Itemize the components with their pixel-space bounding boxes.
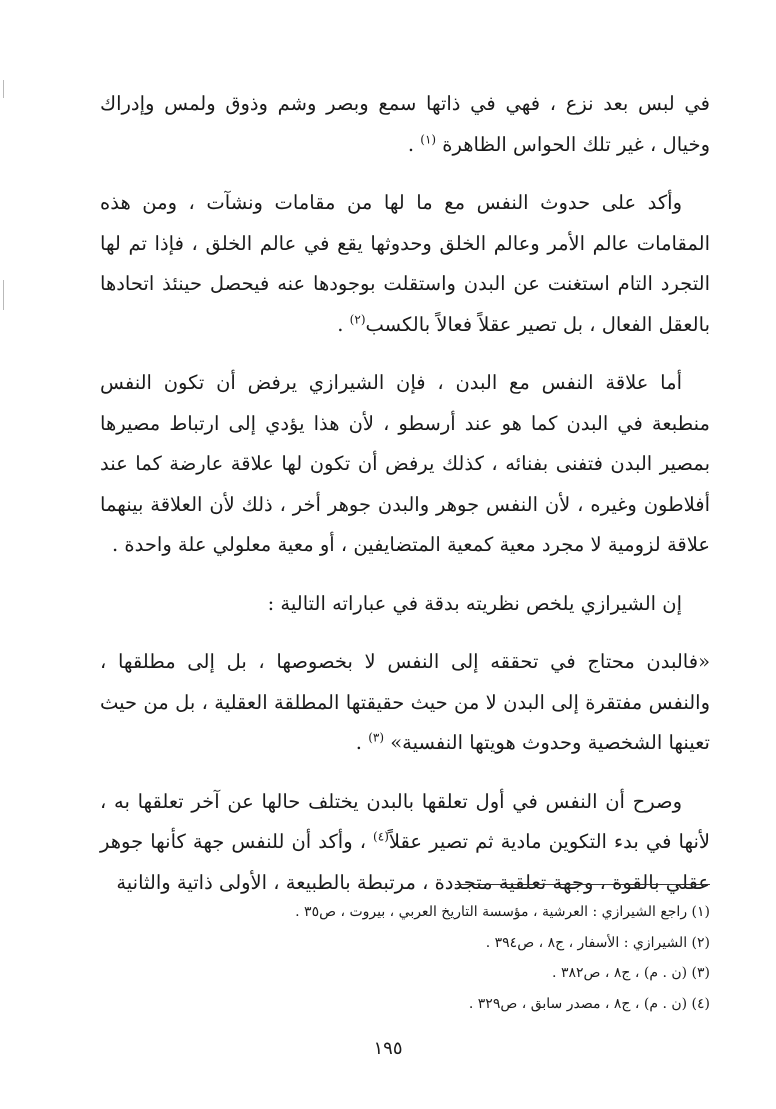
footnote-separator bbox=[455, 884, 710, 885]
footnote-reference: (١) bbox=[420, 132, 437, 146]
main-text bbox=[100, 84, 710, 921]
paragraph-end: . bbox=[407, 132, 421, 156]
footnote-reference: (٢) bbox=[349, 312, 366, 326]
paragraph bbox=[100, 363, 710, 566]
paragraph-text: في لبس بعد نزع ، فهي في ذاتها سمع وبصر وشم وذوق ولمس وإدراك وخيال ، غير تلك الحواس الظاهرة bbox=[100, 92, 710, 156]
paragraph bbox=[100, 183, 710, 345]
paragraph-text: إن الشيرازي يلخص نظريته بدقة في عباراته التالية : bbox=[267, 591, 682, 615]
paragraph-end: . bbox=[355, 731, 369, 754]
paragraph-end: . bbox=[337, 312, 350, 336]
paragraph bbox=[100, 584, 710, 625]
footnote: (١) راجع الشيرازي : العرشية ، مؤسسة التاريخ العربي ، بيروت ، ص٣٥ . bbox=[295, 904, 710, 920]
quotation bbox=[100, 642, 710, 764]
paragraph-end: ، وأكد أن للنفس جهة كأنها جوهر عقلي بالقوة ، وجهة تعلقية متجددة ، مرتبطة بالطبيعة ، الأولى ذاتية والثانية bbox=[100, 830, 710, 894]
footnote: (٢) الشيرازي : الأسفار ، ج٨ ، ص٣٩٤ . bbox=[485, 934, 710, 951]
quotation-text: «فالبدن محتاج في تحققه إلى النفس لا بخصوصها ، بل إلى مطلقها ، والنفس مفتقرة إلى البدن لا من حيث حقيقتها المطلقة العقلية ، بل من حيث تعينها الشخصية وحدوث هويتها النفسية» bbox=[100, 650, 710, 754]
footnote-reference: (٤) bbox=[373, 829, 389, 844]
footnote: (٤) (ن . م) ، ج٨ ، مصدر سابق ، ص٣٢٩ . bbox=[468, 995, 710, 1012]
paragraph-text: أما علاقة النفس مع البدن ، فإن الشيرازي يرفض أن تكون النفس منطبعة في البدن كما هو عند أرسطو ، لأن هذا يؤدي إلى ارتباط مصيرها بمصير البدن فتفنى بفنائه ، كذلك يرفض أن تكون لها علاقة عارضة كما عند أفلاطون وغيره ، لأن النفس جوهر والبدن جوهر أخر ، ذلك لأن العلاقة بينهما علاقة لزومية لا مجرد معية كمعية المتضايفين ، أو معية معلولي علة واحدة . bbox=[100, 371, 710, 556]
footnote-reference: (٣) bbox=[368, 730, 385, 745]
page-number: ١٩٥ bbox=[373, 1038, 403, 1059]
scan-edge-mark bbox=[3, 80, 4, 98]
paragraph-text: وصرح أن النفس في أول تعلقها بالبدن يختلف حالها عن آخر تعلقها به ، لأنها في بدء التكوين مادية ثم تصير عقلاً bbox=[100, 789, 710, 853]
footnote: (٣) (ن . م) ، ج٨ ، ص٣٨٢ . bbox=[552, 965, 710, 981]
paragraph bbox=[100, 84, 710, 165]
paragraph-text: وأكد على حدوث النفس مع ما لها من مقامات ونشآت ، ومن هذه المقامات عالم الأمر وعالم الخلق وحدوثها يقع في عالم الخلق ، فإذا تم لها التجرد التام استغنت عن البدن واستقلت بوجودها عنه فيحصل حينئذ اتحادها بالعقل الفعال ، بل تصير عقلاً فعالاً بالكسب bbox=[100, 191, 710, 336]
scan-edge-mark bbox=[3, 280, 4, 310]
footnotes bbox=[120, 897, 710, 1019]
